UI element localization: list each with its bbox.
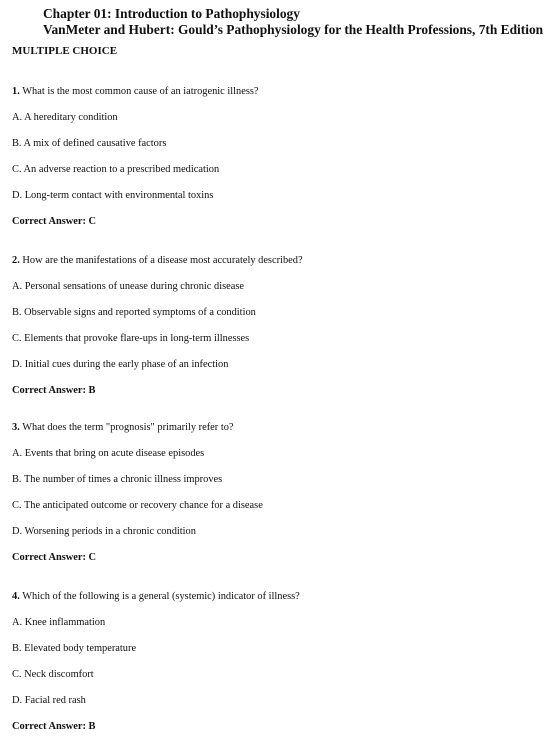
option-a: A. A hereditary condition (12, 112, 118, 123)
question-stem (12, 421, 234, 434)
option-c: C. The anticipated outcome or recovery chance for a disease (12, 500, 263, 511)
section-heading: MULTIPLE CHOICE (12, 45, 118, 57)
option-b: B. Observable signs and reported symptoms of a condition (12, 307, 256, 318)
option-b: B. Elevated body temperature (12, 643, 137, 654)
chapter-title: Chapter 01: Introduction to Pathophysiology (43, 6, 300, 21)
question-text: Which of the following is a general (systemic) indicator of illness? (22, 591, 300, 602)
option-d: D. Initial cues during the early phase of an infection (12, 359, 229, 370)
option-c: C. Elements that provoke flare-ups in long-term illnesses (12, 333, 250, 344)
option-a: A. Personal sensations of unease during chronic disease (12, 281, 244, 292)
question-stem (12, 85, 259, 98)
option-d: D. Worsening periods in a chronic condition (12, 526, 196, 537)
question-stem (12, 254, 303, 267)
question-number: 4. (12, 591, 20, 602)
option-a: A. Events that bring on acute disease episodes (12, 448, 205, 459)
question-text: How are the manifestations of a disease most accurately described? (22, 255, 303, 266)
question-text: What does the term "prognosis" primarily refer to? (22, 422, 234, 433)
option-d: D. Facial red rash (12, 695, 86, 706)
book-title: VanMeter and Hubert: Gould’s Pathophysiology for the Health Professions, 7th Edition (43, 22, 544, 37)
option-a: A. Knee inflammation (12, 617, 106, 628)
document-header (43, 6, 543, 38)
correct-answer: Correct Answer: B (12, 385, 96, 396)
question-stem (12, 590, 300, 603)
option-c: C. Neck discomfort (12, 669, 94, 680)
correct-answer: Correct Answer: B (12, 721, 96, 732)
question-number: 1. (12, 86, 20, 97)
option-d: D. Long-term contact with environmental toxins (12, 190, 214, 201)
option-b: B. The number of times a chronic illness improves (12, 474, 223, 485)
correct-answer: Correct Answer: C (12, 552, 97, 563)
correct-answer: Correct Answer: C (12, 216, 97, 227)
question-number: 3. (12, 422, 20, 433)
question-number: 2. (12, 255, 20, 266)
option-b: B. A mix of defined causative factors (12, 138, 167, 149)
question-text: What is the most common cause of an iatrogenic illness? (22, 86, 259, 97)
option-c: C. An adverse reaction to a prescribed medication (12, 164, 220, 175)
